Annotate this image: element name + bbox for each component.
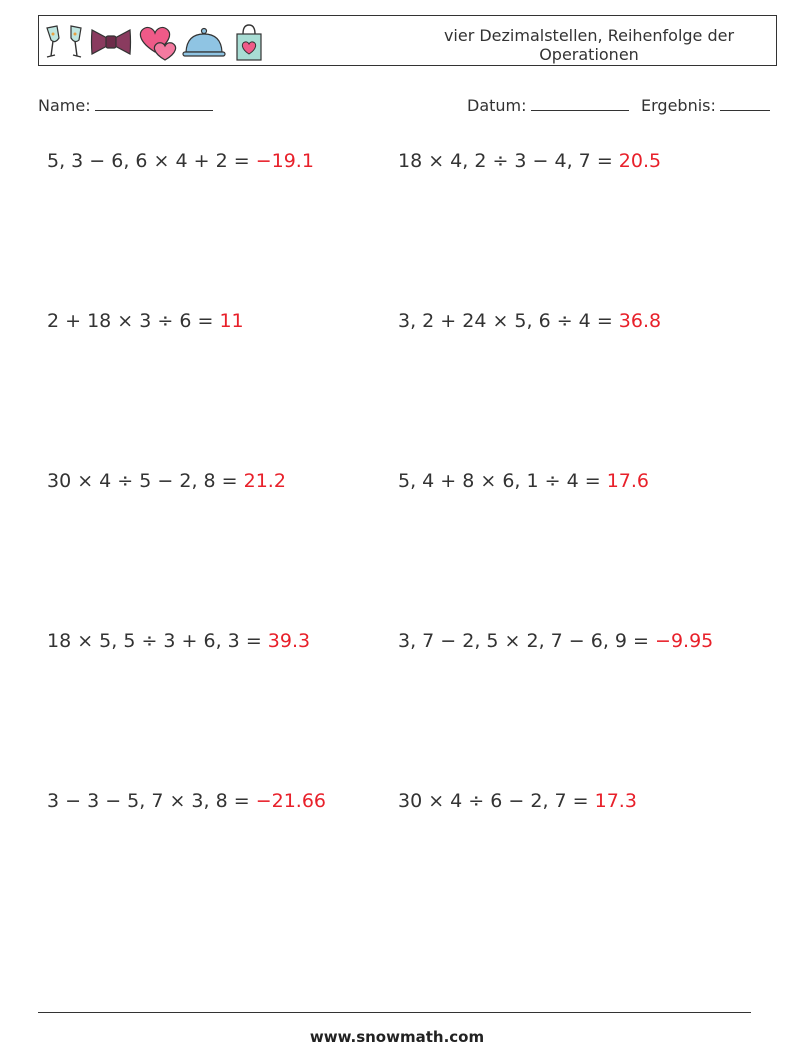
date-field	[467, 93, 629, 115]
result-blank[interactable]	[720, 93, 770, 111]
bow-tie-icon	[89, 22, 133, 62]
worksheet-title	[419, 26, 759, 64]
problem-answer: 11	[219, 310, 244, 332]
result-label: Ergebnis:	[641, 96, 716, 115]
problem-2	[398, 150, 661, 172]
problem-5	[47, 470, 286, 492]
date-label: Datum:	[467, 96, 527, 115]
worksheet-header	[38, 15, 777, 66]
problem-answer: 20.5	[618, 150, 662, 172]
problem-answer: 17.6	[606, 470, 649, 492]
problem-expression: 5, 4 + 8 × 6, 1 ÷ 4 =	[398, 470, 607, 492]
problem-answer: 36.8	[618, 310, 662, 332]
problem-answer: −21.66	[255, 790, 327, 812]
problem-answer: 39.3	[267, 630, 311, 652]
problem-4	[398, 310, 661, 332]
problem-expression: 3, 2 + 24 × 5, 6 ÷ 4 =	[398, 310, 619, 332]
cloche-icon	[181, 22, 227, 62]
title-line-1: vier Dezimalstellen, Reihenfolge der	[443, 26, 735, 45]
header-icons	[43, 20, 269, 64]
problem-expression: 30 × 4 ÷ 5 − 2, 8 =	[47, 470, 244, 492]
result-field	[641, 93, 770, 115]
problem-expression: 2 + 18 × 3 ÷ 6 =	[47, 310, 220, 332]
gift-bag-icon	[229, 22, 269, 62]
champagne-glasses-icon	[43, 22, 87, 62]
problem-9	[47, 790, 326, 812]
title-line-2: Operationen	[539, 45, 639, 64]
problem-answer: 17.3	[594, 790, 637, 812]
name-label: Name:	[38, 96, 91, 115]
problem-1	[47, 150, 314, 172]
problem-answer: −19.1	[255, 150, 314, 172]
name-field	[38, 93, 213, 115]
problem-8	[398, 630, 713, 652]
problem-expression: 3 − 3 − 5, 7 × 3, 8 =	[47, 790, 256, 812]
problem-6	[398, 470, 649, 492]
footer-divider	[38, 1012, 751, 1013]
name-blank[interactable]	[95, 93, 213, 111]
problem-expression: 18 × 5, 5 ÷ 3 + 6, 3 =	[47, 630, 268, 652]
problem-answer: 21.2	[243, 470, 286, 492]
problem-3	[47, 310, 244, 332]
problem-7	[47, 630, 310, 652]
footer-url[interactable]: www.snowmath.com	[309, 1028, 485, 1046]
date-blank[interactable]	[531, 93, 629, 111]
problem-expression: 18 × 4, 2 ÷ 3 − 4, 7 =	[398, 150, 619, 172]
problem-expression: 3, 7 − 2, 5 × 2, 7 − 6, 9 =	[398, 630, 656, 652]
problem-answer: −9.95	[655, 630, 714, 652]
problem-expression: 5, 3 − 6, 6 × 4 + 2 =	[47, 150, 256, 172]
problem-expression: 30 × 4 ÷ 6 − 2, 7 =	[398, 790, 595, 812]
hearts-icon	[135, 22, 179, 62]
problem-10	[398, 790, 637, 812]
